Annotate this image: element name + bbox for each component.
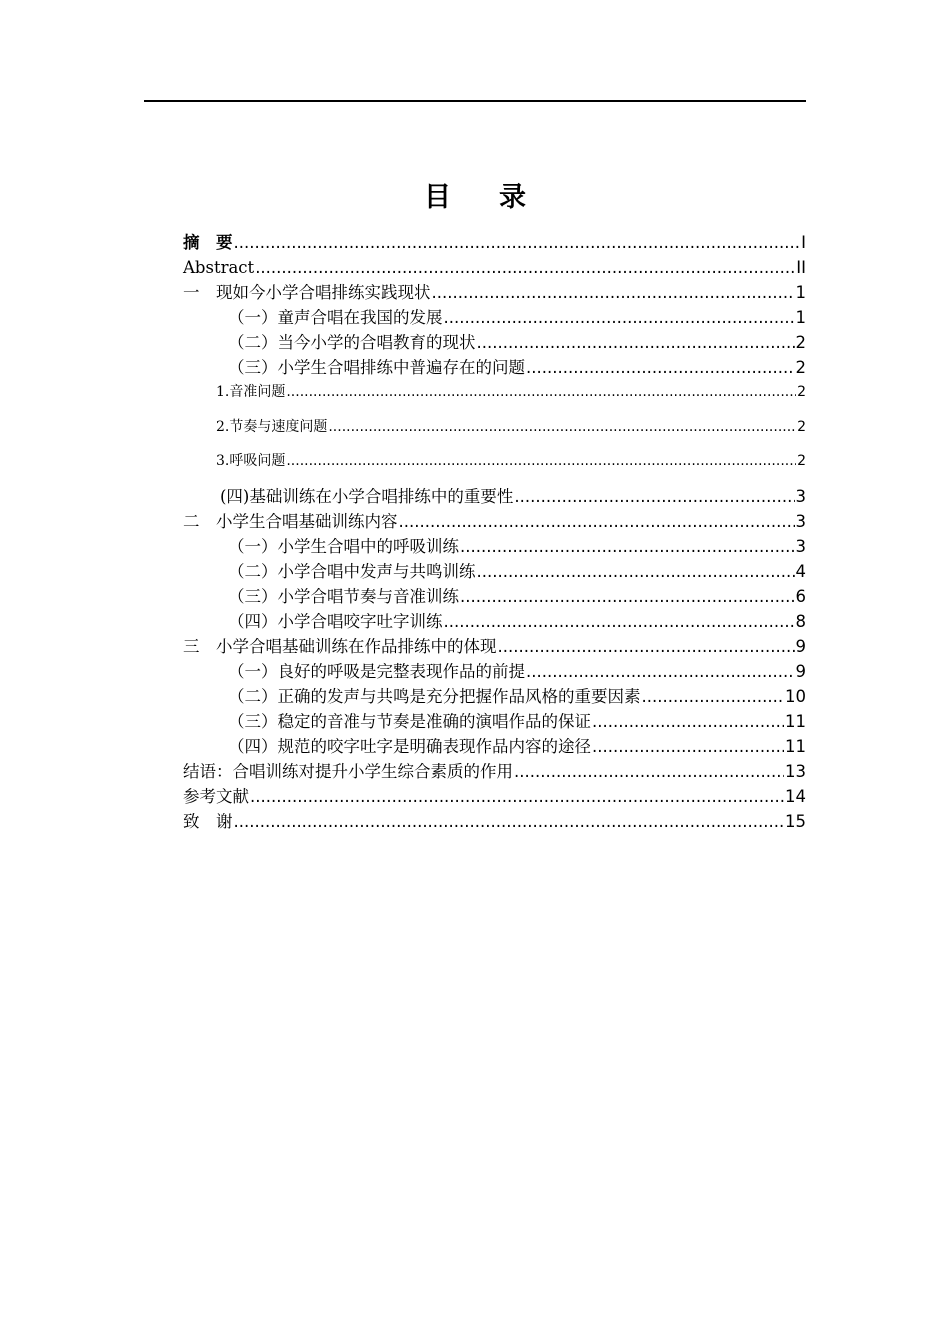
toc-entry-page: 2 <box>797 418 806 435</box>
toc-entry[interactable] <box>183 684 806 709</box>
toc-entry-label: 3.呼吸问题 <box>216 453 286 469</box>
toc-entry[interactable] <box>183 634 806 659</box>
toc-entry[interactable] <box>183 280 806 305</box>
page-title <box>0 175 950 214</box>
toc-entry[interactable] <box>183 759 806 784</box>
toc-entry-page: 9 <box>795 661 806 681</box>
toc-entry[interactable] <box>183 484 806 509</box>
toc-entry-page: 9 <box>795 636 806 656</box>
toc-entry[interactable] <box>183 559 806 584</box>
toc-entry-page: 13 <box>785 761 806 781</box>
toc-leader-dots <box>526 355 795 380</box>
toc-entry[interactable] <box>183 534 806 559</box>
toc-leader-dots <box>514 484 794 509</box>
toc-entry-page: 11 <box>785 711 806 731</box>
toc-entry-label: （四）小学合唱咬字吐字训练 <box>228 611 443 631</box>
toc-leader-dots <box>328 415 796 440</box>
toc-entry[interactable] <box>183 230 806 255</box>
toc-entry-page: 10 <box>785 686 806 706</box>
toc-entry[interactable] <box>183 380 806 415</box>
toc-entry[interactable] <box>183 330 806 355</box>
toc-entry-page: 6 <box>795 586 806 606</box>
toc-entry-label: 1.音准问题 <box>216 384 286 400</box>
toc-entry-page: 4 <box>795 561 806 581</box>
toc-entry-page: 3 <box>795 486 806 506</box>
toc-entry-page: 11 <box>785 736 806 756</box>
toc-entry-label: （四）规范的咬字吐字是明确表现作品内容的途径 <box>228 736 591 756</box>
toc-leader-dots <box>234 809 785 834</box>
toc-leader-dots <box>592 709 784 734</box>
toc-entry-label: (四)基础训练在小学合唱排练中的重要性 <box>220 486 514 506</box>
toc-leader-dots <box>444 305 795 330</box>
toc-entry-label: 结语：合唱训练对提升小学生综合素质的作用 <box>183 761 513 781</box>
toc-entry-label: 三 小学合唱基础训练在作品排练中的体现 <box>183 636 497 656</box>
table-of-contents <box>183 230 806 834</box>
toc-leader-dots <box>592 734 784 759</box>
toc-leader-dots <box>250 784 784 809</box>
toc-entry-label: （二）当今小学的合唱教育的现状 <box>228 333 476 352</box>
toc-leader-dots <box>477 330 795 355</box>
toc-entry[interactable] <box>183 449 806 484</box>
toc-entry-label: （一）童声合唱在我国的发展 <box>228 308 443 327</box>
toc-entry-label: 摘 要 <box>183 233 233 252</box>
toc-entry-label: （二）小学合唱中发声与共鸣训练 <box>228 561 476 581</box>
header-rule <box>144 100 806 102</box>
toc-entry-page: 15 <box>785 811 806 831</box>
toc-entry[interactable] <box>183 415 806 450</box>
toc-entry-page: 14 <box>785 786 806 806</box>
toc-leader-dots <box>286 449 796 474</box>
toc-leader-dots <box>477 559 795 584</box>
toc-leader-dots <box>526 659 795 684</box>
toc-entry-label: Abstract <box>183 258 255 277</box>
toc-entry-page: I <box>801 233 806 252</box>
toc-leader-dots <box>498 634 795 659</box>
toc-entry-label: 一 现如今小学合唱排练实践现状 <box>183 283 431 302</box>
toc-entry-page: 1 <box>795 308 806 327</box>
toc-entry-page: 2 <box>797 453 806 469</box>
title-char-1: 目 <box>424 182 451 213</box>
toc-entry-label: （三）小学合唱节奏与音准训练 <box>228 586 459 606</box>
toc-entry-page: II <box>796 258 806 277</box>
toc-entry-label: （一）良好的呼吸是完整表现作品的前提 <box>228 661 525 681</box>
toc-leader-dots <box>234 230 801 255</box>
toc-entry-page: 2 <box>795 358 806 377</box>
toc-entry[interactable] <box>183 809 806 834</box>
toc-entry-page: 3 <box>795 511 806 531</box>
toc-entry-page: 2 <box>795 333 806 352</box>
toc-leader-dots <box>255 255 795 280</box>
toc-leader-dots <box>460 584 795 609</box>
toc-entry-label: （三）小学生合唱排练中普遍存在的问题 <box>228 358 525 377</box>
toc-leader-dots <box>460 534 795 559</box>
toc-leader-dots <box>642 684 785 709</box>
toc-leader-dots <box>514 759 784 784</box>
toc-entry-label: 参考文献 <box>183 786 249 806</box>
toc-leader-dots <box>286 380 796 405</box>
toc-entry[interactable] <box>183 609 806 634</box>
toc-entry[interactable] <box>183 305 806 330</box>
toc-entry-page: 8 <box>795 611 806 631</box>
toc-entry[interactable] <box>183 355 806 380</box>
toc-leader-dots <box>444 609 795 634</box>
toc-entry[interactable] <box>183 584 806 609</box>
toc-entry-page: 3 <box>795 536 806 556</box>
toc-entry[interactable] <box>183 734 806 759</box>
toc-entry-label: （二）正确的发声与共鸣是充分把握作品风格的重要因素 <box>228 686 641 706</box>
toc-entry-label: （一）小学生合唱中的呼吸训练 <box>228 536 459 556</box>
toc-entry[interactable] <box>183 784 806 809</box>
toc-leader-dots <box>432 280 795 305</box>
toc-entry[interactable] <box>183 709 806 734</box>
toc-entry[interactable] <box>183 255 806 280</box>
toc-entry-label: （三）稳定的音准与节奏是准确的演唱作品的保证 <box>228 711 591 731</box>
toc-entry-page: 1 <box>795 283 806 302</box>
toc-entry-label: 致 谢 <box>183 811 233 831</box>
toc-entry[interactable] <box>183 659 806 684</box>
toc-entry-label: 2.节奏与速度问题 <box>216 418 328 435</box>
toc-entry-page: 2 <box>797 384 806 400</box>
toc-entry[interactable] <box>183 509 806 534</box>
toc-leader-dots <box>399 509 795 534</box>
toc-entry-label: 二 小学生合唱基础训练内容 <box>183 511 398 531</box>
title-char-2: 录 <box>499 182 526 213</box>
